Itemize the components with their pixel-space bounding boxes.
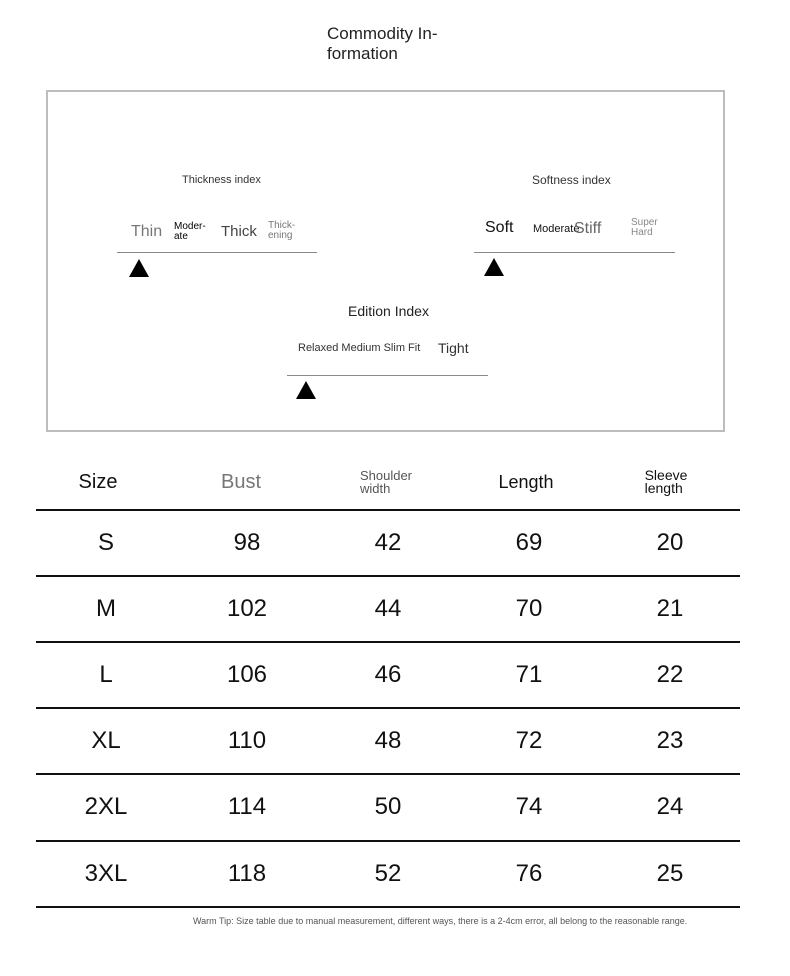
- page-title: Commodity In- formation: [327, 24, 438, 63]
- header-sleeve-length: [596, 456, 736, 508]
- cell-sleeve: 22: [656, 661, 684, 688]
- edition-option-tight: Tight: [438, 340, 469, 356]
- cell-sleeve: 24: [656, 793, 684, 820]
- cell-size: 2XL: [84, 793, 128, 820]
- cell-bust: 110: [227, 727, 267, 754]
- cell-bust: 106: [226, 661, 268, 688]
- thickness-scale-line: [117, 252, 317, 253]
- cell-sleeve: 25: [656, 860, 684, 887]
- softness-option-super-hard: [631, 218, 658, 238]
- table-row: [36, 709, 740, 773]
- cell-sleeve: 23: [656, 727, 684, 754]
- edition-index-heading: Edition Index: [348, 303, 429, 319]
- cell-shoulder: 50: [374, 793, 402, 820]
- cell-length: 69: [515, 529, 543, 556]
- cell-size: M: [96, 595, 116, 622]
- edition-marker-icon: [296, 381, 316, 399]
- softness-option-super-hard-line1: Super: [631, 217, 658, 228]
- cell-size: 3XL: [84, 860, 128, 887]
- thickness-option-thin: Thin: [131, 223, 163, 240]
- cell-shoulder: 48: [374, 727, 402, 754]
- header-shoulder-width-line1: Shoulder: [359, 468, 413, 483]
- thickness-option-moderate-line1: Moder-: [174, 221, 206, 232]
- header-shoulder-width: [316, 456, 456, 508]
- thickness-option-thickening: [268, 221, 295, 241]
- cell-bust: 114: [227, 793, 267, 820]
- header-shoulder-width-line2: width: [359, 481, 391, 496]
- thickness-index-heading: Thickness index: [182, 174, 261, 186]
- table-row: [36, 511, 740, 575]
- cell-shoulder: 52: [374, 860, 402, 887]
- cell-length: 70: [515, 595, 543, 622]
- softness-index-heading: Softness index: [532, 173, 611, 187]
- thickness-option-thick: Thick: [221, 223, 257, 240]
- cell-length: 71: [515, 661, 543, 688]
- table-row: [36, 643, 740, 707]
- cell-size: L: [99, 661, 113, 688]
- softness-scale-line: [474, 252, 675, 253]
- warm-tip-footnote: Warm Tip: Size table due to manual measurement, different ways, there is a 2-4cm error, all belong to the reasonable range.: [193, 916, 688, 926]
- cell-sleeve: 20: [656, 529, 684, 556]
- cell-shoulder: 42: [374, 529, 402, 556]
- cell-length: 74: [515, 793, 543, 820]
- cell-sleeve: 21: [656, 595, 684, 622]
- softness-option-soft: Soft: [485, 219, 514, 236]
- cell-length: 76: [515, 860, 543, 887]
- edition-scale-line: [287, 375, 488, 376]
- cell-bust: 98: [233, 529, 261, 556]
- header-sleeve-length-line2: length: [644, 480, 683, 496]
- header-bust: Bust: [220, 470, 262, 493]
- cell-size: XL: [91, 727, 121, 754]
- softness-option-moderate: Moderate: [533, 223, 580, 235]
- cell-size: S: [97, 529, 114, 556]
- row-divider: [36, 906, 740, 908]
- cell-bust: 118: [227, 860, 267, 887]
- header-size: Size: [78, 470, 118, 493]
- softness-option-stiff: Stiff: [574, 220, 602, 237]
- softness-option-super-hard-line2: Hard: [631, 227, 653, 238]
- edition-option-relaxed-medium-slim: Relaxed Medium Slim Fit: [298, 342, 421, 354]
- table-row: [36, 842, 740, 906]
- cell-length: 72: [515, 727, 543, 754]
- thickness-option-moderate-line2: ate: [174, 231, 188, 242]
- thickness-option-thickening-line2: ening: [268, 230, 293, 241]
- cell-bust: 102: [226, 595, 268, 622]
- thickness-option-thickening-line1: Thick-: [268, 220, 296, 231]
- cell-shoulder: 46: [374, 661, 402, 688]
- cell-shoulder: 44: [374, 595, 402, 622]
- thickness-option-moderate: [174, 222, 206, 242]
- size-table-header: [36, 456, 740, 508]
- table-row: [36, 775, 740, 839]
- softness-marker-icon: [484, 258, 504, 276]
- header-length: Length: [498, 471, 554, 492]
- thickness-marker-icon: [129, 259, 149, 277]
- table-row: [36, 577, 740, 641]
- header-sleeve-length-line1: Sleeve: [644, 467, 688, 483]
